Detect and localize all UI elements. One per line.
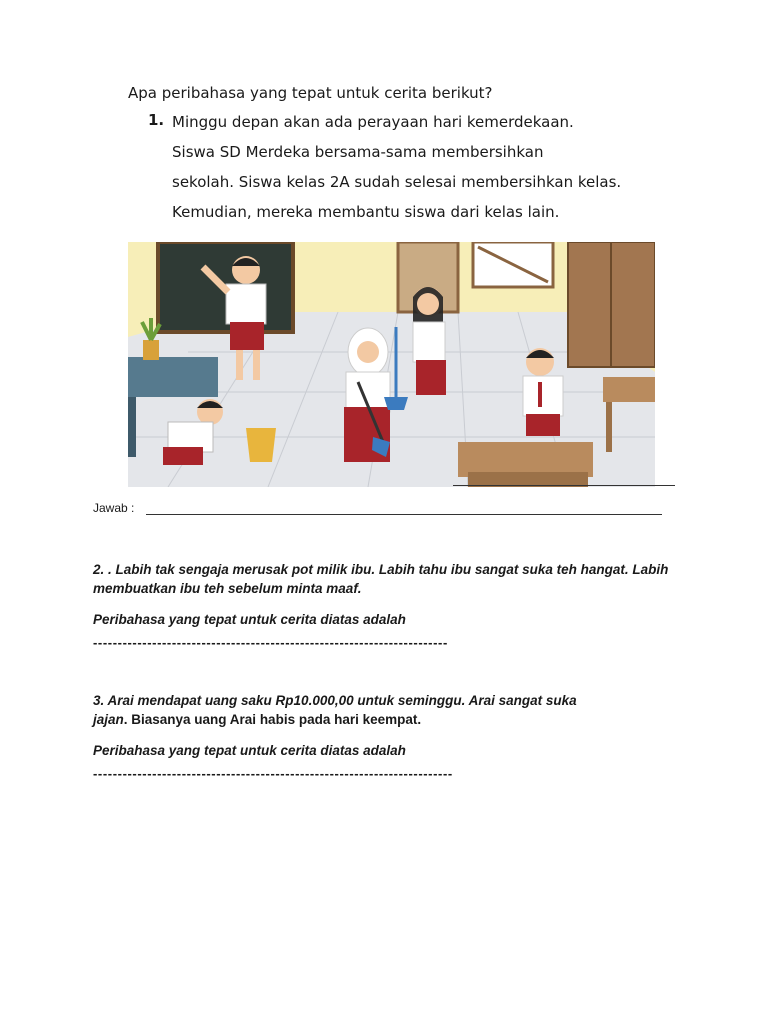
question-3-text xyxy=(93,691,683,729)
question-1-number: 1. xyxy=(148,111,165,129)
question-2-text: 2. . Labih tak sengaja merusak pot milik ibu. Labih tahu ibu sangat suka teh hangat. Labih membuatkan ibu teh sebelum minta maaf. xyxy=(93,562,669,596)
question-3-line-2 xyxy=(93,710,683,729)
question-1-story xyxy=(172,111,621,231)
story-line-2: Siswa SD Merdeka bersama-sama membersihkan xyxy=(172,143,544,161)
question-3-line-1: 3. Arai mendapat uang saku Rp10.000,00 untuk seminggu. Arai sangat suka xyxy=(93,693,577,708)
answer-line[interactable] xyxy=(146,514,662,515)
story-line-4: Kemudian, mereka membantu siswa dari kelas lain. xyxy=(172,203,560,221)
question-3-answer-line[interactable]: ------------------------------------------------------------------------- xyxy=(93,766,453,781)
desk-right xyxy=(603,377,655,402)
question-2-prompt: Peribahasa yang tepat untuk cerita diatas adalah xyxy=(93,612,406,627)
question-3-plain-text: . Biasanya uang Arai habis pada hari keempat. xyxy=(123,712,422,727)
answer-label: Jawab : xyxy=(93,501,135,515)
story-line-3: sekolah. Siswa kelas 2A sudah selesai membersihkan kelas. xyxy=(172,173,622,191)
question-3-italic-word: jajan xyxy=(93,712,124,727)
question-3-prompt: Peribahasa yang tepat untuk cerita diatas adalah xyxy=(93,743,406,758)
classroom-cleaning-illustration xyxy=(128,242,655,487)
image-underline xyxy=(453,485,675,486)
question-2-answer-line[interactable]: ------------------------------------------------------------------------ xyxy=(93,635,448,650)
story-line-1: Minggu depan akan ada perayaan hari kemerdekaan. xyxy=(172,113,574,131)
blue-table xyxy=(128,357,218,397)
desk xyxy=(458,442,593,477)
question-header: Apa peribahasa yang tepat untuk cerita berikut? xyxy=(128,84,493,102)
